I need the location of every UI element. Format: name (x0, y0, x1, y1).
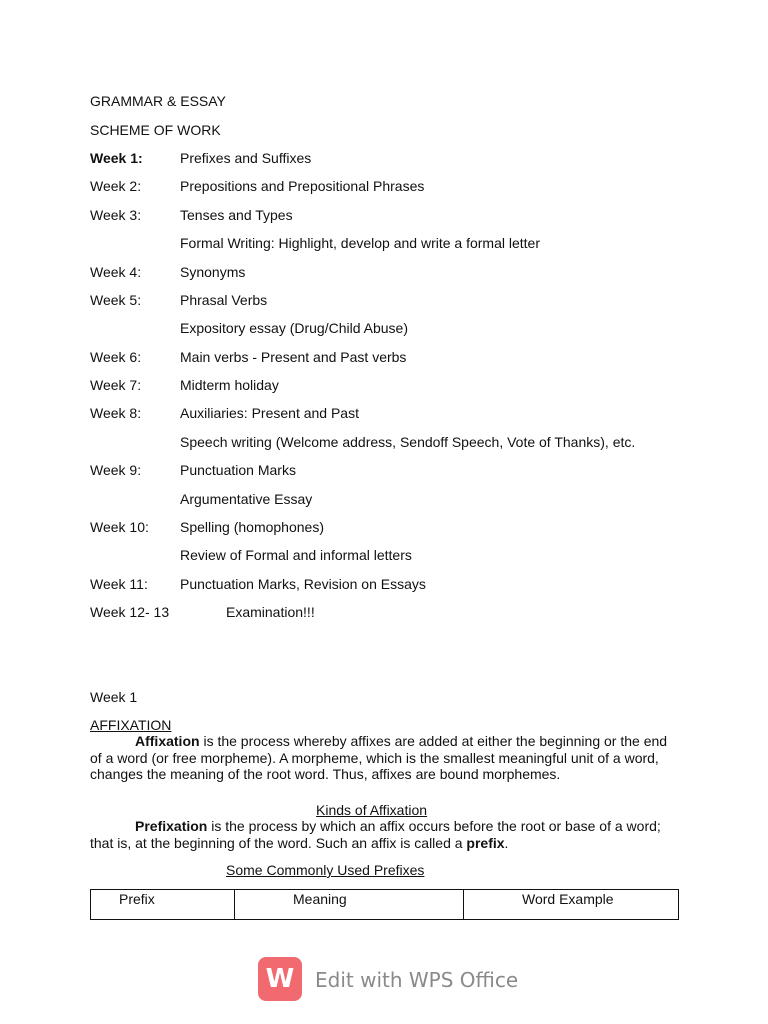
document-title: GRAMMAR & ESSAY (90, 93, 226, 109)
schedule-topic: Argumentative Essay (180, 491, 313, 507)
table-title: Some Commonly Used Prefixes (226, 862, 425, 878)
schedule-topic: Speech writing (Welcome address, Sendoff Speech, Vote of Thanks), etc. (180, 434, 636, 450)
schedule-topic: Punctuation Marks (180, 462, 296, 478)
edit-with-wps-label: Edit with WPS Office (315, 968, 519, 992)
schedule-week: Week 10: (90, 519, 149, 535)
schedule-week: Week 11: (90, 576, 148, 592)
schedule-topic: Synonyms (180, 264, 246, 280)
schedule-topic: Review of Formal and informal letters (180, 547, 412, 563)
schedule-week: Week 2: (90, 178, 142, 194)
schedule-week: Week 6: (90, 349, 142, 365)
section-week-label: Week 1 (90, 689, 138, 705)
term-prefixation: Prefixation (135, 818, 208, 834)
schedule-topic: Midterm holiday (180, 377, 279, 393)
prefix-table (90, 889, 679, 920)
schedule-week: Week 1: (90, 150, 143, 166)
term-prefix: prefix (466, 834, 505, 851)
table-header-word-example: Word Example (464, 890, 679, 920)
affixation-text: is the process whereby affixes are added at either the beginning or the end of a word (or free morpheme). A morpheme, which is the smallest meaningful unit of a word, changes the meaning of the root word. Thus, affixes are bound morphemes. (90, 733, 668, 782)
term-affixation: Affixation (135, 733, 200, 749)
schedule-topic: Main verbs - Present and Past verbs (180, 349, 407, 365)
prefixation-text: is the process by which an affix occurs before the root or base of a word; that is, at the beginning of the word. Such an affix is called a (90, 818, 661, 851)
wps-logo-icon: W (258, 957, 302, 1001)
schedule-week: Week 12- 13 (90, 604, 170, 620)
schedule-topic: Tenses and Types (180, 207, 293, 223)
table-header-meaning: Meaning (235, 890, 464, 920)
document-subtitle: SCHEME OF WORK (90, 122, 221, 138)
schedule-week: Week 5: (90, 292, 142, 308)
affixation-paragraph (90, 733, 680, 783)
schedule-topic: Formal Writing: Highlight, develop and write a formal letter (180, 235, 541, 251)
schedule-topic: Examination!!! (226, 604, 315, 620)
schedule-topic: Phrasal Verbs (180, 292, 268, 308)
schedule-week: Week 9: (90, 462, 142, 478)
schedule-topic: Spelling (homophones) (180, 519, 324, 535)
schedule-week: Week 4: (90, 264, 142, 280)
schedule-week: Week 8: (90, 405, 142, 421)
edit-with-wps-button[interactable] (258, 957, 519, 1005)
table-header-prefix: Prefix (91, 890, 235, 920)
schedule-topic: Prefixes and Suffixes (180, 150, 312, 166)
schedule-topic: Expository essay (Drug/Child Abuse) (180, 320, 408, 336)
prefixation-paragraph (90, 818, 680, 851)
kinds-heading: Kinds of Affixation (316, 802, 428, 818)
section-heading: AFFIXATION (90, 717, 172, 733)
prefixation-text-end: . (504, 834, 509, 851)
schedule-week: Week 7: (90, 377, 142, 393)
schedule-topic: Auxiliaries: Present and Past (180, 405, 359, 421)
schedule-topic: Punctuation Marks, Revision on Essays (180, 576, 426, 592)
schedule-week: Week 3: (90, 207, 142, 223)
table-header-row (91, 890, 679, 920)
schedule-topic: Prepositions and Prepositional Phrases (180, 178, 425, 194)
